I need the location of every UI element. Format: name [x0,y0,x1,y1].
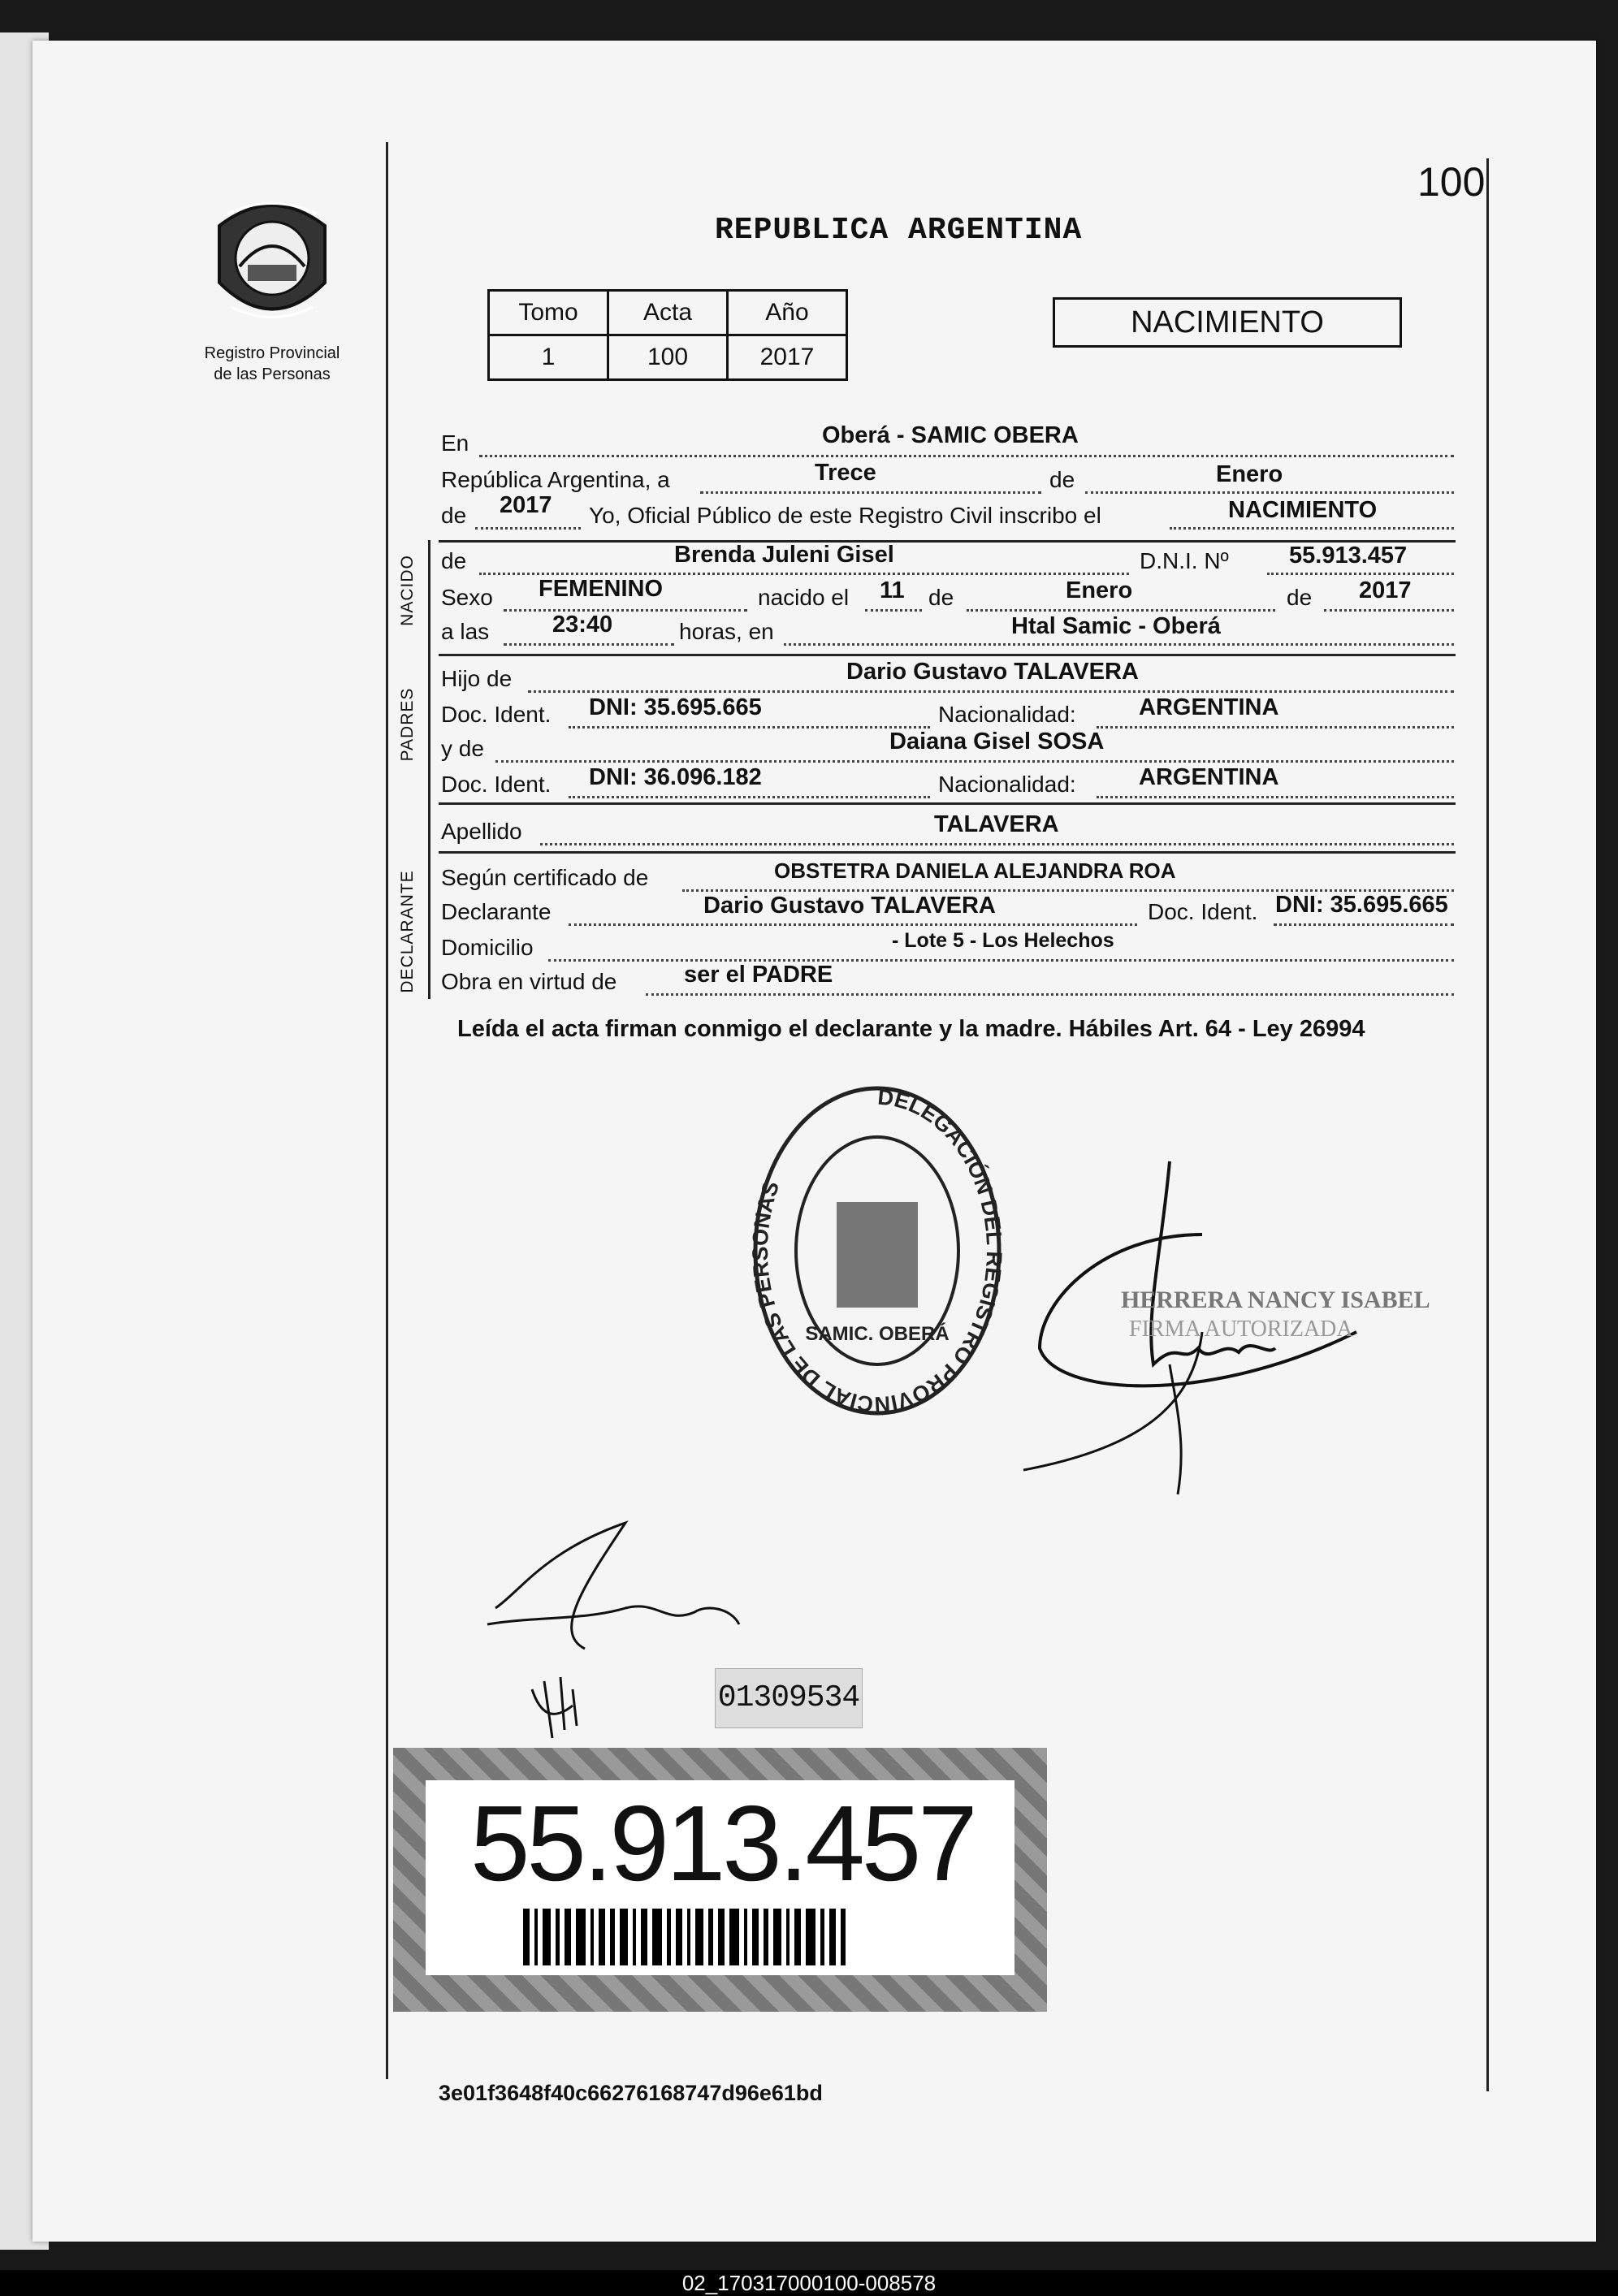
document-hash: 3e01f3648f40c66276168747d96e61bd [439,2081,823,2105]
label-domicilio: Domicilio [441,935,534,960]
country-title: REPUBLICA ARGENTINA [715,213,1083,248]
value-mother-doc: DNI: 36.096.182 [589,764,762,790]
value-birth-month: Enero [1066,577,1133,603]
label-nacido-de: de [441,548,467,573]
label-nacido-de-2: de [928,585,954,610]
label-nacido-de-3: de [1287,585,1313,610]
label-a-las: a las [441,619,490,644]
label-de-2: de [441,503,467,528]
registry-header-tomo: Tomo [489,291,608,335]
label-certificado: Según certificado de [441,865,649,890]
barcode [523,1909,921,1965]
registry-value-acta: 100 [608,335,728,380]
value-mother-name: Daiana Gisel SOSA [889,729,1105,755]
registry-header-acta: Acta [608,291,728,335]
label-horas-en: horas, en [679,619,774,644]
right-margin-line [1486,158,1489,2091]
value-declarant-doc: DNI: 35.695.665 [1275,892,1448,918]
province-seal-logo [203,193,341,335]
label-sexo: Sexo [441,585,493,610]
id-label [393,1748,1047,2012]
authorized-name: HERRERA NANCY ISABEL [1121,1286,1430,1313]
value-father-doc: DNI: 35.695.665 [589,694,762,720]
value-child-name: Brenda Juleni Gisel [674,542,894,568]
label-mother-nationality: Nacionalidad: [938,772,1076,797]
value-birth-year: 2017 [1359,577,1412,603]
authorized-title: FIRMA AUTORIZADA [1129,1317,1353,1342]
value-day-word: Trece [815,460,876,486]
label-declarant-doc: Doc. Ident. [1148,899,1258,924]
value-father-name: Dario Gustavo TALAVERA [846,659,1139,685]
label-apellido: Apellido [441,819,522,844]
value-place: Oberá - SAMIC OBERA [822,422,1079,448]
label-mother-doc: Doc. Ident. [441,772,552,797]
value-month: Enero [1216,461,1283,487]
label-father-nationality: Nacionalidad: [938,702,1076,727]
closing-note: Leída el acta firman conmigo el declarante y la madre. Hábiles Art. 64 - Ley 26994 [457,1016,1365,1042]
section-label-nacido: NACIDO [398,555,417,626]
officer-text: Yo, Oficial Público de este Registro Civil inscribo el [589,503,1101,528]
label-hijo-de: Hijo de [441,666,513,691]
value-act: NACIMIENTO [1228,497,1378,523]
label-declarante: Declarante [441,899,552,924]
left-margin-line [386,142,388,2079]
value-apellido: TALAVERA [934,811,1059,837]
label-republic: República Argentina, a [441,467,670,492]
registry-stamp [747,1080,1007,1417]
serial-number: 01309534 [715,1668,863,1728]
value-birth-time: 23:40 [552,612,613,638]
value-capacity: ser el PADRE [684,962,833,988]
footer-id: 02_170317000100-008578 [0,2270,1618,2296]
section-label-declarante: DECLARANTE [398,870,417,993]
label-de-1: de [1049,467,1075,492]
registry-table [487,289,848,381]
value-sex: FEMENINO [539,576,664,602]
stamp-inner-text: SAMIC. OBERÁ [805,1323,950,1345]
value-child-dni: 55.913.457 [1289,543,1408,569]
value-certificate: OBSTETRA DANIELA ALEJANDRA ROA [774,858,1176,883]
stamp-ring-text: DELEGACIÓN DEL REGISTRO PROVINCIAL DE LAS PERSONAS [747,1084,1007,1417]
label-father-doc: Doc. Ident. [441,702,552,727]
label-dni: D.N.I. Nº [1140,548,1229,573]
value-year: 2017 [500,492,552,518]
label-en: En [441,430,469,456]
label-obra: Obra en virtud de [441,969,617,994]
value-birth-place: Htal Samic - Oberá [1011,613,1221,639]
officer-signature [1007,1153,1430,1511]
value-mother-nationality: ARGENTINA [1139,764,1279,790]
page-number: 100 [1417,159,1486,205]
value-address: - Lote 5 - Los Helechos [892,929,1114,952]
value-declarant-name: Dario Gustavo TALAVERA [703,893,996,919]
registry-value-tomo: 1 [489,335,608,380]
issuer-caption [179,343,366,385]
value-birth-day: 11 [880,577,905,603]
value-father-nationality: ARGENTINA [1139,694,1279,720]
label-y-de: y de [441,736,484,761]
label-nacido-el: nacido el [758,585,850,610]
id-number: 55.913.457 [470,1784,975,1903]
issuer-caption-line1: Registro Provincial [204,344,340,362]
registry-header-ano: Año [728,291,847,335]
registry-value-ano: 2017 [728,335,847,380]
record-type-box: NACIMIENTO [1053,297,1402,348]
section-divider-line [428,540,430,999]
section-label-padres: PADRES [398,687,417,762]
issuer-caption-line2: de las Personas [214,365,331,383]
